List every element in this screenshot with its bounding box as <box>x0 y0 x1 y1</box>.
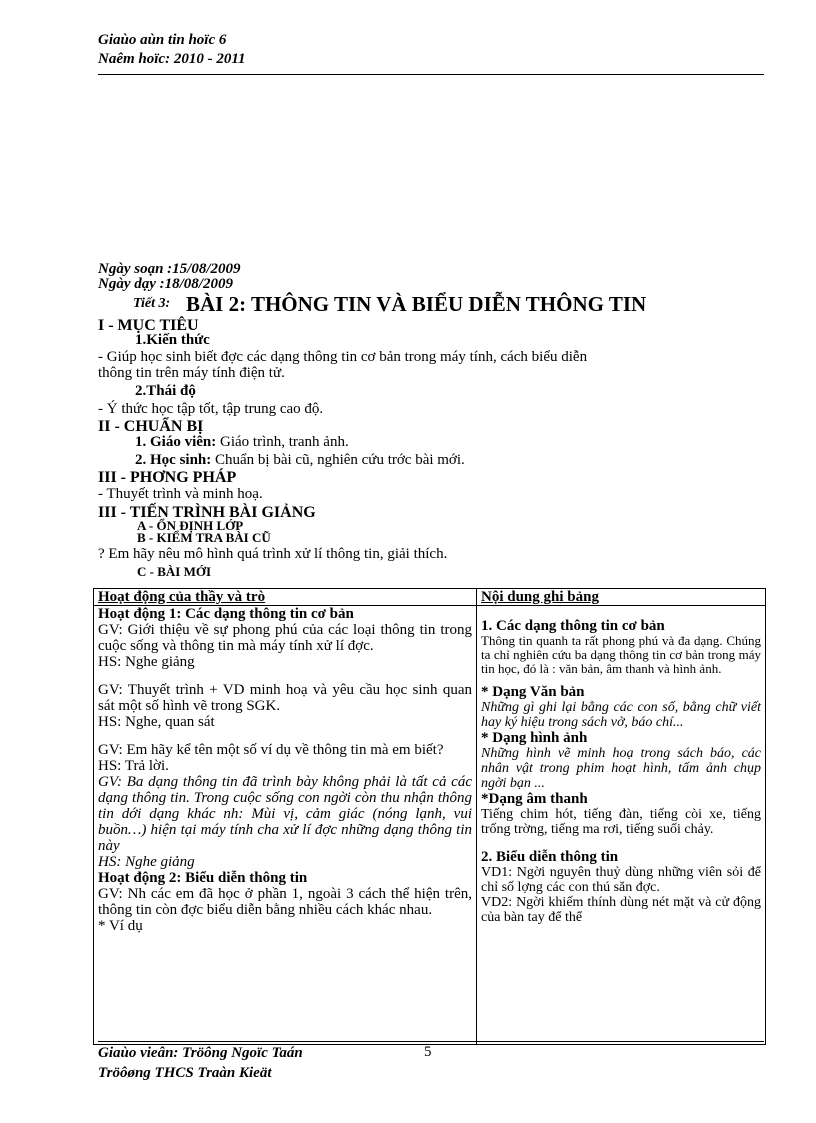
date-taught: Ngày dạy :18/08/2009 <box>98 276 233 292</box>
prep-student-label: 2. Học sinh: <box>135 452 212 468</box>
type-image-desc: Những hình vẽ minh hoạ trong sách báo, các nhân vật trong phim hoạt hình, tấm ảnh chụp ngời bạn ... <box>481 746 761 791</box>
section-preparation-title: II - CHUẨN BỊ <box>98 418 204 435</box>
header-course: Giaùo aùn tin hoïc 6 <box>98 32 227 48</box>
activity-2-gv: GV: Nh các em đã học ở phần 1, ngoài 3 cách thể hiện trên, thông tin còn đợc biểu diễn bằng nhiều cách khác nhau. <box>98 886 472 918</box>
activity-1-hs-2: HS: Nghe, quan sát <box>98 714 215 730</box>
lesson-table <box>93 588 766 1045</box>
activity-2-example: * Ví dụ <box>98 918 143 934</box>
type-text-desc: Những gì ghi lại bằng các con số, bằng chữ viết hay ký hiệu trong sách vở, báo chí... <box>481 700 761 730</box>
footer-rule <box>98 1041 764 1042</box>
section-objectives-title: I - MỤC TIÊU <box>98 317 199 334</box>
activity-1-title: Hoạt động 1: Các dạng thông tin cơ bản <box>98 606 354 622</box>
step-b: B - KIỂM TRA BÀI CŨ <box>137 530 271 545</box>
activity-1-gv-3: GV: Em hãy kể tên một số ví dụ về thông tin mà em biết? <box>98 742 444 758</box>
header-activities: Hoạt động của thầy và trò <box>94 589 477 606</box>
footer-teacher: Giaùo vieân: Tröông Ngoïc Taán <box>98 1045 303 1061</box>
prep-student <box>135 452 465 468</box>
example-2: VD2: Ngời khiếm thính dùng nét mặt và cử động của bàn tay để thể <box>481 895 761 925</box>
board-content-cell <box>477 606 766 1045</box>
lesson-title: BÀI 2: THÔNG TIN VÀ BIỂU DIỄN THÔNG TIN <box>186 292 647 316</box>
type-sound-desc: Tiếng chim hót, tiếng đàn, tiếng còi xe, tiếng trống trờng, tiếng ma rơi, tiếng suối chảy. <box>481 807 761 837</box>
section-method-title: III - PHƠNG PHÁP <box>98 469 237 486</box>
attitude-title: 2.Thái độ <box>135 383 196 399</box>
content-heading-1: 1. Các dạng thông tin cơ bản <box>481 618 665 634</box>
header-school-year: Naêm hoïc: 2010 - 2011 <box>98 51 246 67</box>
type-image-title: * Dạng hình ảnh <box>481 730 588 746</box>
example-1: VD1: Ngời nguyên thuỷ dùng những viên sỏi để chỉ số lợng các con thú săn đợc. <box>481 865 761 895</box>
activity-1-gv-4: GV: Ba dạng thông tin đã trình bày không phải là tất cả các dạng thông tin. Trong cuộc sống con ngời còn thu nhận thông tin dới dạng khác nh: Mùi vị, cảm giác (nóng lạnh, vui buồn…) hiện tại máy tính cha xử lí đợc những dạng thông tin này <box>98 774 472 854</box>
header-rule <box>98 74 764 75</box>
activity-1-hs-3: HS: Trả lời. <box>98 758 169 774</box>
activities-cell <box>94 606 477 1045</box>
prep-teacher-label: 1. Giáo viên: <box>135 434 217 450</box>
attitude-text: - Ý thức học tập tốt, tập trung cao độ. <box>98 401 324 417</box>
activity-1-gv: GV: Giới thiệu về sự phong phú của các loại thông tin trong cuộc sống và thông tin mà máy tính xử lí đợc. <box>98 622 472 654</box>
type-text-title: * Dạng Văn bản <box>481 684 585 700</box>
step-a: A - ỔN ĐỊNH LỚP <box>137 518 244 533</box>
content-heading-2: 2. Biểu diễn thông tin <box>481 849 619 865</box>
table-header-row <box>94 589 766 606</box>
knowledge-title: 1.Kiến thức <box>135 332 210 348</box>
page-number: 5 <box>424 1044 432 1060</box>
section-progress-title: III - TIẾN TRÌNH BÀI GIẢNG <box>98 504 316 521</box>
footer-school: Tröôøng THCS Traàn Kieät <box>98 1065 272 1081</box>
table-row <box>94 606 766 1045</box>
knowledge-line-2: thông tin trên máy tính điện tử. <box>98 365 285 381</box>
knowledge-line-1: - Giúp học sinh biết đợc các dạng thông tin cơ bản trong máy tính, cách biểu diễn <box>98 349 588 365</box>
type-sound-title: *Dạng âm thanh <box>481 791 588 807</box>
prep-teacher-text: Giáo trình, tranh ảnh. <box>216 434 349 450</box>
activity-1-gv-2: GV: Thuyết trình + VD minh hoạ và yêu cầu học sinh quan sát một số hình vẽ trong SGK. <box>98 682 472 714</box>
activity-1-hs: HS: Nghe giảng <box>98 654 195 670</box>
header-board-content: Nội dung ghi bảng <box>477 589 766 606</box>
date-prepared: Ngày soạn :15/08/2009 <box>98 261 241 277</box>
method-text: - Thuyết trình và minh hoạ. <box>98 486 263 502</box>
activity-1-hs-4: HS: Nghe giảng <box>98 854 195 870</box>
prep-student-text: Chuẩn bị bài cũ, nghiên cứu trớc bài mới. <box>211 452 465 468</box>
review-question: ? Em hãy nêu mô hình quá trình xử lí thông tin, giải thích. <box>98 546 448 562</box>
activity-2-title: Hoạt động 2: Biểu diễn thông tin <box>98 870 308 886</box>
content-intro: Thông tin quanh ta rất phong phú và đa dạng. Chúng ta chỉ nghiên cứu ba dạng thông tin cơ bản trong máy tin học, đó là : văn bản, âm thanh và hình ảnh. <box>481 633 761 676</box>
step-c: C - BÀI MỚI <box>137 564 212 579</box>
prep-teacher <box>135 434 349 450</box>
lesson-number: Tiết 3: <box>133 296 171 311</box>
